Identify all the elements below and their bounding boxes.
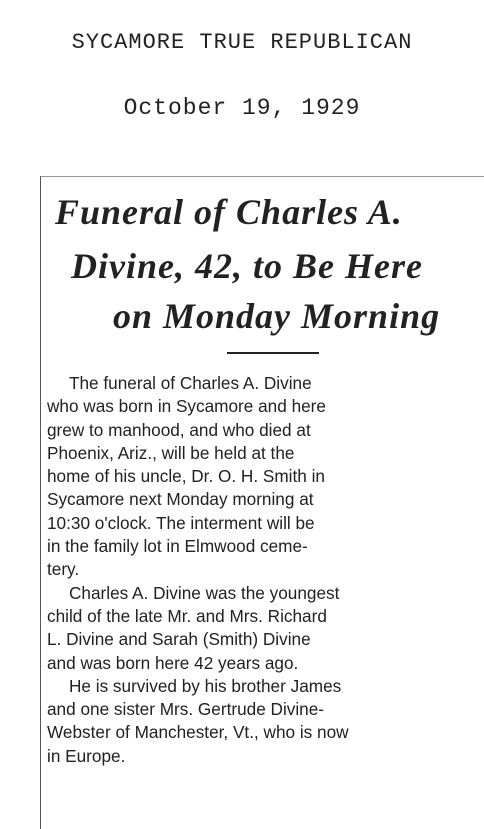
newspaper-name: SYCAMORE TRUE REPUBLICAN — [71, 30, 413, 55]
body-line: home of his uncle, Dr. O. H. Smith in — [47, 466, 325, 487]
body-line: He is survived by his brother James — [69, 675, 342, 696]
body-line: Charles A. Divine was the youngest — [69, 582, 340, 603]
body-line: grew to manhood, and who died at — [47, 419, 311, 440]
publication-date: October 19, 1929 — [123, 95, 361, 121]
body-line: Webster of Manchester, Vt., who is now — [47, 722, 349, 743]
headline-line-1: Funeral of Charles A. — [55, 192, 403, 232]
headline-divider — [227, 352, 319, 354]
headline-line-3: on Monday Morning — [113, 296, 441, 336]
body-line: The funeral of Charles A. Divine — [69, 373, 312, 393]
body-line: 10:30 o'clock. The interment will be — [47, 512, 315, 533]
body-line: tery. — [47, 559, 80, 580]
paragraph-1 — [47, 372, 484, 582]
article-body — [47, 372, 484, 768]
body-line: Sycamore next Monday morning at — [47, 489, 314, 510]
body-line: Phoenix, Ariz., will be held at the — [47, 442, 295, 463]
body-line: and one sister Mrs. Gertrude Divine- — [47, 699, 325, 720]
body-line: who was born in Sycamore and here — [47, 396, 326, 417]
body-line: in the family lot in Elmwood ceme- — [47, 536, 308, 557]
paragraph-2 — [47, 582, 484, 675]
newspaper-clipping — [40, 176, 484, 829]
headline-line-2: Divine, 42, to Be Here — [71, 246, 423, 286]
body-line: and was born here 42 years ago. — [47, 652, 299, 673]
body-line: in Europe. — [47, 745, 126, 766]
body-line: child of the late Mr. and Mrs. Richard — [47, 605, 327, 626]
body-line: L. Divine and Sarah (Smith) Divine — [47, 629, 311, 650]
paragraph-3 — [47, 675, 484, 768]
